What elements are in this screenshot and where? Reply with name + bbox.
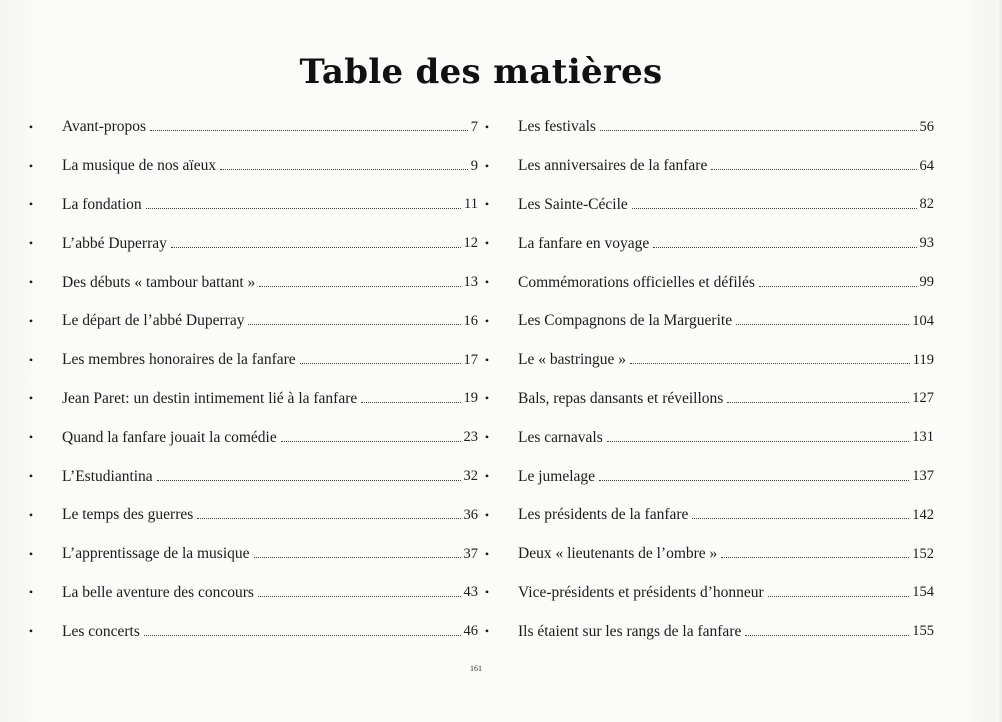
toc-entry	[482, 108, 934, 147]
toc-entry-page-number: 82	[919, 196, 934, 213]
toc-entry-label: Quand la fanfare jouait la comédie	[62, 428, 277, 446]
bullet-icon: •	[484, 585, 490, 600]
dot-leader	[745, 634, 909, 636]
toc-entry-page-number: 19	[463, 390, 478, 407]
toc-entry-label: Les Sainte-Cécile	[518, 195, 628, 213]
dot-leader	[607, 440, 909, 442]
toc-entry	[482, 418, 934, 457]
toc-entry-page-number: 32	[463, 468, 478, 485]
toc-entry-label: Le « bastringue »	[518, 351, 627, 369]
dot-leader	[300, 362, 461, 364]
bullet-icon: •	[28, 119, 34, 134]
toc-entry-page-number: 152	[912, 545, 934, 562]
bullet-icon: •	[28, 352, 34, 367]
toc-entry-label: L’Estudiantina	[62, 467, 153, 485]
toc-entry-page-number: 16	[463, 312, 478, 329]
toc-entry	[482, 224, 934, 263]
toc-entry-page-number: 131	[912, 429, 934, 446]
toc-entry-label: La fanfare en voyage	[518, 234, 650, 252]
dot-leader	[361, 401, 460, 403]
toc-entry	[482, 147, 934, 186]
bullet-icon: •	[484, 391, 490, 406]
toc-entry	[482, 457, 934, 496]
dot-leader	[721, 556, 909, 558]
bullet-icon: •	[484, 236, 490, 251]
bullet-icon: •	[28, 585, 34, 600]
bullet-icon: •	[28, 236, 34, 251]
bullet-icon: •	[28, 313, 34, 328]
toc-entry-page-number: 56	[919, 118, 934, 135]
toc-entry-page-number: 37	[463, 545, 478, 562]
bullet-icon: •	[28, 546, 34, 561]
toc-entry-label: Deux « lieutenants de l’ombre »	[518, 545, 718, 563]
toc-entry-page-number: 127	[912, 390, 934, 407]
toc-right-column	[482, 108, 934, 651]
toc-entry-label: L’apprentissage de la musique	[62, 545, 250, 563]
toc-entry	[26, 418, 478, 457]
bullet-icon: •	[484, 469, 490, 484]
toc-entry	[482, 535, 934, 574]
bullet-icon: •	[484, 430, 490, 445]
dot-leader	[197, 517, 460, 519]
toc-left-column	[26, 108, 486, 651]
bullet-icon: •	[484, 624, 490, 639]
toc-entry	[26, 612, 478, 651]
toc-entry-label: Les concerts	[62, 622, 140, 640]
dot-leader	[150, 129, 468, 131]
toc-entry-page-number: 13	[463, 274, 478, 291]
toc-entry-page-number: 142	[912, 506, 934, 523]
toc-entry	[482, 263, 934, 302]
toc-entry-label: La belle aventure des concours	[62, 583, 254, 601]
dot-leader	[259, 285, 460, 287]
toc-entry-page-number: 12	[463, 235, 478, 252]
toc-entry-page-number: 93	[919, 235, 934, 252]
dot-leader	[736, 323, 909, 325]
dot-leader	[248, 323, 460, 325]
toc-entry-label: Les Compagnons de la Marguerite	[518, 312, 733, 330]
toc-entry-label: Le départ de l’abbé Duperray	[62, 312, 245, 330]
bullet-icon: •	[484, 197, 490, 212]
toc-entry	[26, 380, 478, 419]
bullet-icon: •	[484, 507, 490, 522]
toc-entry	[482, 341, 934, 380]
dot-leader	[157, 479, 461, 481]
dot-leader	[600, 129, 917, 131]
toc-entry	[26, 574, 478, 613]
bullet-icon: •	[28, 469, 34, 484]
dot-leader	[258, 595, 461, 597]
bullet-icon: •	[28, 158, 34, 173]
dot-leader	[632, 207, 917, 209]
bullet-icon: •	[484, 119, 490, 134]
toc-entry-label: Bals, repas dansants et réveillons	[518, 389, 724, 407]
dot-leader	[599, 479, 909, 481]
toc-entry-label: Le temps des guerres	[62, 506, 194, 524]
dot-leader	[281, 440, 461, 442]
dot-leader	[254, 556, 461, 558]
toc-entry-label: Les festivals	[518, 118, 596, 136]
toc-entry	[26, 186, 478, 225]
toc-entry-page-number: 43	[463, 584, 478, 601]
dot-leader	[144, 634, 461, 636]
bullet-icon: •	[28, 507, 34, 522]
toc-entry-page-number: 99	[919, 274, 934, 291]
toc-entry-page-number: 17	[463, 351, 478, 368]
dot-leader	[146, 207, 461, 209]
bullet-icon: •	[28, 624, 34, 639]
toc-entry-page-number: 23	[463, 429, 478, 446]
dot-leader	[711, 168, 916, 170]
toc-entry-page-number: 36	[463, 506, 478, 523]
toc-entry	[482, 380, 934, 419]
toc-entry-page-number: 137	[912, 468, 934, 485]
toc-entry-page-number: 7	[470, 118, 478, 135]
toc-entry-page-number: 46	[463, 623, 478, 640]
toc-entry-label: Ils étaient sur les rangs de la fanfare	[518, 622, 742, 640]
dot-leader	[220, 168, 468, 170]
toc-entry	[26, 457, 478, 496]
dot-leader	[630, 362, 910, 364]
dot-leader	[692, 517, 909, 519]
toc-entry-label: Vice-présidents et présidents d’honneur	[518, 583, 764, 601]
toc-entry	[482, 612, 934, 651]
page-edge-shadow	[996, 0, 1002, 722]
toc-entry-label: Avant-propos	[62, 118, 147, 136]
bullet-icon: •	[28, 391, 34, 406]
toc-entry-page-number: 104	[912, 312, 934, 329]
toc-entry-label: Le jumelage	[518, 467, 596, 485]
toc-entry-label: Les membres honoraires de la fanfare	[62, 351, 296, 369]
toc-entry-page-number: 64	[919, 157, 934, 174]
toc-entry-page-number: 155	[912, 623, 934, 640]
toc-entry	[482, 574, 934, 613]
toc-entry-page-number: 154	[912, 584, 934, 601]
dot-leader	[171, 246, 461, 248]
bullet-icon: •	[484, 546, 490, 561]
toc-entry-label: Jean Paret: un destin intimement lié à la fanfare	[62, 389, 358, 407]
toc-entry-page-number: 119	[912, 351, 934, 368]
toc-entry	[26, 341, 478, 380]
dot-leader	[727, 401, 909, 403]
toc-entry-label: Commémorations officielles et défilés	[518, 273, 755, 291]
bullet-icon: •	[484, 158, 490, 173]
toc-entry	[26, 535, 478, 574]
toc-entry-label: Les carnavals	[518, 428, 603, 446]
toc-entry	[26, 302, 478, 341]
toc-entry	[26, 147, 478, 186]
bullet-icon: •	[28, 275, 34, 290]
bullet-icon: •	[28, 197, 34, 212]
bullet-icon: •	[484, 275, 490, 290]
page-number-footer: 161	[470, 664, 482, 673]
dot-leader	[759, 285, 917, 287]
toc-entry	[482, 186, 934, 225]
toc-entry	[26, 263, 478, 302]
toc-entry-label: La fondation	[62, 195, 142, 213]
toc-entry-page-number: 9	[470, 157, 478, 174]
toc-entry-label: La musique de nos aïeux	[62, 157, 217, 175]
dot-leader	[653, 246, 916, 248]
toc-entry-label: Des débuts « tambour battant »	[62, 273, 256, 291]
toc-entry	[26, 108, 478, 147]
toc-entry-label: Les présidents de la fanfare	[518, 506, 689, 524]
bullet-icon: •	[484, 313, 490, 328]
toc-entry	[26, 224, 478, 263]
page-title: Table des matières	[299, 52, 663, 92]
toc-entry	[482, 496, 934, 535]
toc-entry	[482, 302, 934, 341]
toc-entry-label: L’abbé Duperray	[62, 234, 167, 252]
dot-leader	[768, 595, 910, 597]
bullet-icon: •	[484, 352, 490, 367]
toc-entry-page-number: 11	[464, 196, 478, 213]
bullet-icon: •	[28, 430, 34, 445]
toc-entry	[26, 496, 478, 535]
toc-entry-label: Les anniversaires de la fanfare	[518, 157, 708, 175]
